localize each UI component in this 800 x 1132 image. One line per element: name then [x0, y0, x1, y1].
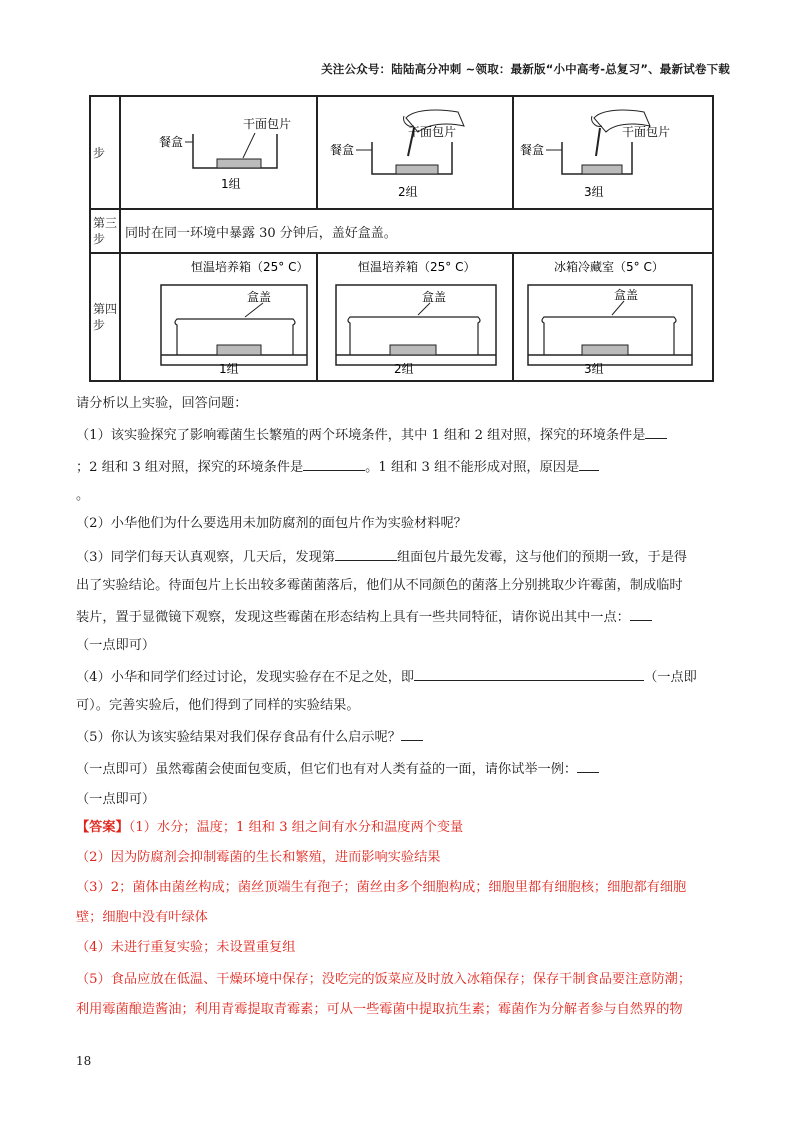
q1a-text: （1）该实验探究了影响霉菌生长繁殖的两个环境条件，其中 1 组和 2 组对照，探究的环境条件是 — [76, 428, 646, 443]
fig-step2-group3 — [513, 96, 713, 209]
answer-line-5a: （5）食品应放在低温、干燥环境中保存；没吃完的饭菜应及时放入冰箱保存；保存干制食品要注意防潮； — [76, 972, 692, 987]
answer-blank — [303, 456, 365, 471]
bread-label: 干面包片 — [243, 116, 292, 131]
fig-step2-group2 — [317, 96, 513, 209]
box-label: 恒温培养箱（25° C） — [358, 260, 476, 274]
question-intro: 请分析以上实验，回答问题： — [76, 396, 248, 411]
answer-blank — [579, 456, 599, 471]
answer-tag: 【答案】 — [76, 820, 129, 835]
box-label: 恒温培养箱（25° C） — [191, 260, 309, 274]
q3a-post-text: 组面包片最先发霉，这与他们的预期一致，于是得 — [396, 550, 688, 565]
q3c-text: 装片，置于显微镜下观察，发现这些霉菌在形态结构上具有一些共同特征，请你说出其中一点： — [76, 610, 630, 625]
lid-label: 盒盖 — [422, 290, 447, 304]
answer-line-2: （2）因为防腐剂会抑制霉菌的生长和繁殖，进而影响实验结果 — [76, 850, 441, 865]
question-4-line-a — [76, 666, 724, 688]
q5b-text: （一点即可）虽然霉菌会使面包变质，但它们也有对人类有益的一面，请你试举一例： — [76, 762, 578, 777]
answer-line-3b: 壁；细胞中没有叶绿体 — [76, 910, 208, 925]
dish-label: 餐盒 — [330, 142, 355, 157]
answer-blank — [414, 666, 644, 681]
bread-label: 干面包片 — [622, 124, 671, 139]
group-label: 1组 — [219, 362, 239, 376]
group-label: 2组 — [398, 184, 418, 199]
bread-label: 干面包片 — [408, 124, 457, 139]
question-2: （2）小华他们为什么要选用未加防腐剂的面包片作为实验材料呢？ — [76, 516, 467, 531]
question-1-line-b — [76, 456, 724, 478]
page-header: 关注公众号：陆陆高分冲刺 ~领取：最新版“小中高考-总复习”、最新试卷下载 — [321, 62, 730, 76]
answer-blank — [577, 758, 599, 773]
row1-label: 步 — [90, 96, 120, 209]
q4a-text: （4）小华和同学们经过讨论，发现实验存在不足之处，即 — [76, 670, 415, 685]
fig-step4-group3 — [513, 253, 713, 381]
answer-blank — [401, 726, 423, 741]
question-5-line-a — [76, 726, 724, 748]
answer-line-1 — [76, 818, 724, 838]
answer-line-5b: 利用霉菌酿造酱油；利用青霉提取青霉素；可从一些霉菌中提取抗生素；霉菌作为分解者参与自然界的物 — [76, 1002, 683, 1017]
page-number: 18 — [76, 1054, 92, 1068]
experiment-table — [89, 95, 714, 382]
answer-line-4: （4）未进行重复实验；未设置重复组 — [76, 940, 296, 955]
answer-line-3a: （3）2；菌体由菌丝构成；菌丝顶端生有孢子；菌丝由多个细胞构成；细胞里都有细胞核；细胞都有细胞 — [76, 880, 687, 895]
box-label: 冰箱冷藏室（5° C） — [554, 260, 664, 274]
fig-step4-group1 — [120, 253, 317, 381]
question-1-line-a — [76, 424, 724, 446]
q1b-text: ；2 组和 3 组对照，探究的环境条件是 — [76, 460, 304, 475]
question-5-line-c: （一点即可） — [76, 792, 156, 807]
answer-blank — [645, 424, 667, 439]
group-label: 1组 — [221, 176, 241, 191]
row2-label: 第三步 — [90, 209, 120, 253]
group-label: 3组 — [584, 184, 604, 199]
q4a-post-text: （一点即 — [644, 670, 697, 685]
q5a-text: （5）你认为该实验结果对我们保存食品有什么启示呢？ — [76, 730, 401, 745]
question-3-line-b: 出了实验结论。待面包片上长出较多霉菌菌落后，他们从不同颜色的菌落上分别挑取少许霉菌，制成临时 — [76, 578, 683, 593]
answer-blank — [335, 546, 397, 561]
answer-blank — [630, 606, 652, 621]
lid-label: 盒盖 — [614, 288, 639, 302]
row2-text: 同时在同一环境中暴露 30 分钟后，盖好盒盖。 — [120, 209, 713, 253]
question-4-line-b: 可）。完善实验后，他们得到了同样的实验结果。 — [76, 698, 360, 713]
q1b-post-text: 。1 组和 3 组不能形成对照，原因是 — [365, 460, 580, 475]
q3a-text: （3）同学们每天认真观察，几天后，发现第 — [76, 550, 335, 565]
question-3-line-c — [76, 606, 724, 628]
lid-label: 盒盖 — [247, 290, 272, 304]
dish-label: 餐盒 — [520, 142, 545, 157]
question-5-line-b — [76, 758, 724, 780]
fig-step2-group1 — [120, 96, 317, 209]
fig-step4-group2 — [317, 253, 513, 381]
group-label: 2组 — [394, 362, 414, 376]
row3-label: 第四步 — [90, 253, 120, 381]
question-3-line-d: （一点即可） — [76, 638, 156, 653]
question-1-line-c: 。 — [76, 488, 90, 503]
group-label: 3组 — [584, 362, 604, 376]
question-3-line-a — [76, 546, 724, 568]
answer-1: （1）水分；温度；1 组和 3 组之间有水分和温度两个变量 — [128, 820, 464, 835]
dish-label: 餐盒 — [159, 134, 184, 149]
